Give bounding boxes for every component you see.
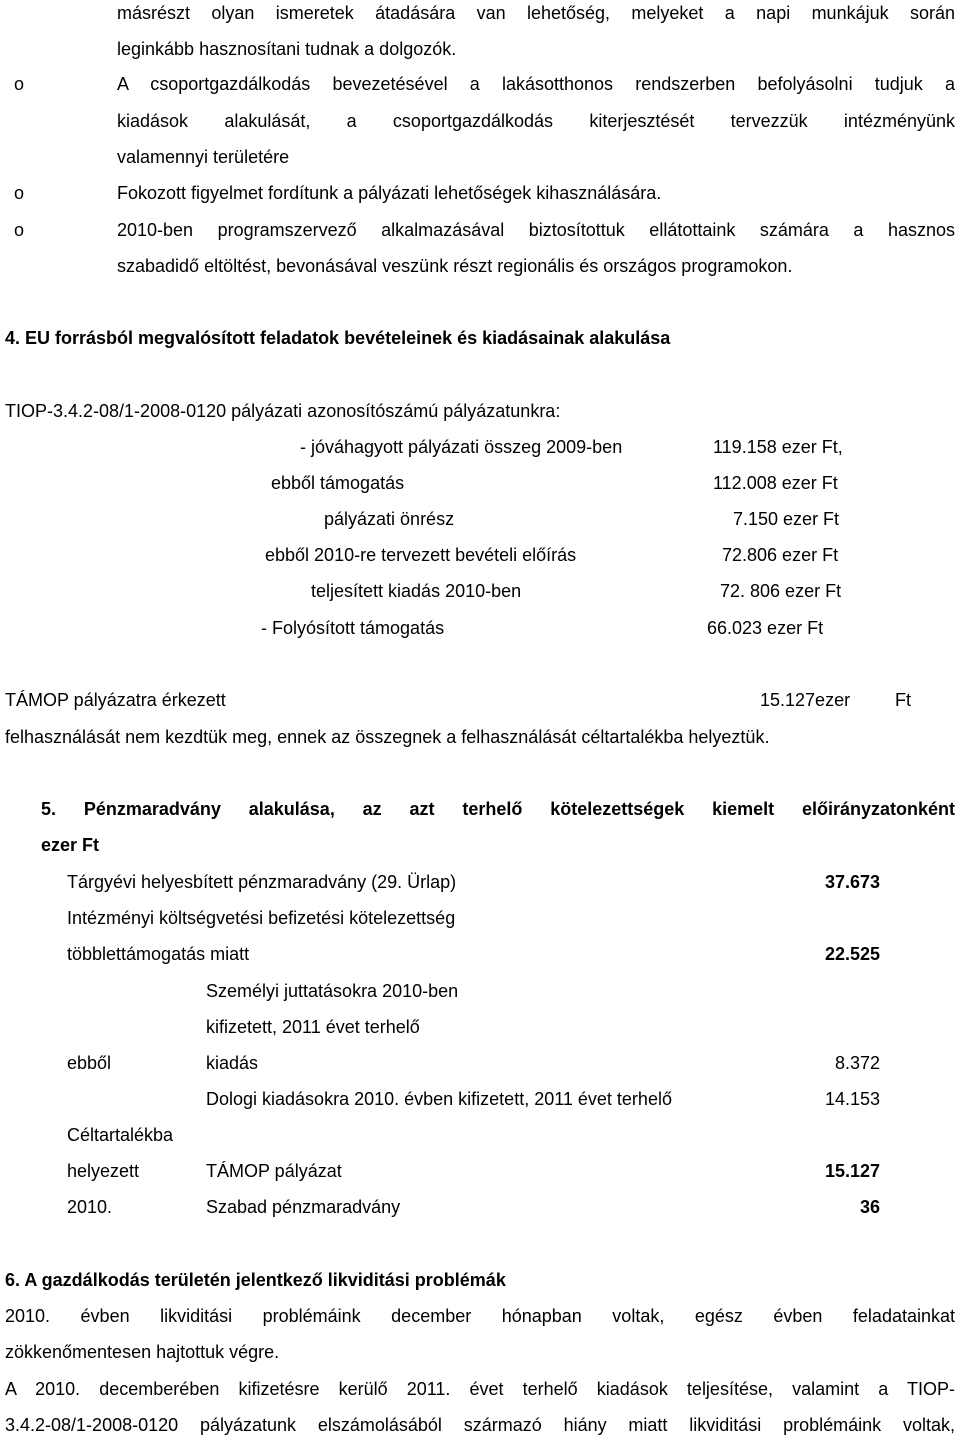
unit-label: ezer Ft bbox=[41, 835, 100, 855]
section-heading: 5. Pénzmaradvány alakulása, az azt terhelő kötelezettségek kiemelt előirányzatonként bbox=[41, 799, 955, 819]
grant-row-label: pályázati önrész bbox=[324, 509, 455, 529]
bullet-text-line: szabadidő eltöltést, bevonásával veszünk részt regionális és országos programokon. bbox=[117, 256, 793, 276]
residual-row-label: kiadás bbox=[206, 1053, 259, 1073]
residual-row-value: 22.525 bbox=[824, 944, 880, 964]
bullet-text-line: leginkább hasznosítani tudnak a dolgozók. bbox=[117, 39, 457, 59]
paragraph-line: 2010. évben likviditási problémáink december hónapban voltak, egész évben feladatainkat bbox=[5, 1306, 955, 1326]
residual-row-value: 37.673 bbox=[824, 872, 880, 892]
bullet-text-line: Fokozott figyelmet fordítunk a pályázati lehetőségek kihasználására. bbox=[117, 183, 662, 203]
paragraph-line: 3.4.2-08/1-2008-0120 pályázatunk elszámolásából származó hiány miatt likviditási problémáink voltak, bbox=[5, 1415, 955, 1435]
residual-row-value: 14.153 bbox=[824, 1089, 880, 1109]
tamop-unit: Ft bbox=[895, 690, 911, 710]
grant-row-value: 72. 806 ezer Ft bbox=[720, 581, 842, 601]
grant-row-label: ebből 2010-re tervezett bevételi előírás bbox=[265, 545, 577, 565]
residual-row-label: TÁMOP pályázat bbox=[206, 1161, 342, 1181]
paragraph-line: A 2010. decemberében kifizetésre kerülő 2011. évet terhelő kiadások teljesítése, valamint a TIOP- bbox=[5, 1379, 955, 1399]
residual-row-label: Tárgyévi helyesbített pénzmaradvány (29. Ürlap) bbox=[67, 872, 457, 892]
residual-row-label: Személyi juttatásokra 2010-ben bbox=[206, 981, 459, 1001]
bullet-text-line: valamennyi területére bbox=[117, 147, 290, 167]
bullet-text-line: másrészt olyan ismeretek átadására van lehetőség, melyeket a napi munkájuk során bbox=[117, 3, 955, 23]
residual-row-prefix: ebből bbox=[67, 1053, 112, 1073]
bullet-marker: o bbox=[14, 74, 25, 94]
residual-row-label: többlettámogatás miatt bbox=[67, 944, 250, 964]
residual-row-value: 36 bbox=[859, 1197, 880, 1217]
residual-row-label: Dologi kiadásokra 2010. évben kifizetett, 2011 évet terhelő bbox=[206, 1089, 672, 1109]
grant-row-label: - jóváhagyott pályázati összeg 2009-ben bbox=[300, 437, 623, 457]
section-heading: 4. EU forrásból megvalósított feladatok bevételeinek és kiadásainak alakulása bbox=[5, 328, 671, 348]
paragraph-line: zökkenőmentesen hajtottuk végre. bbox=[5, 1342, 280, 1362]
section-heading: 6. A gazdálkodás területén jelentkező likviditási problémák bbox=[5, 1270, 506, 1290]
grant-row-value: 72.806 ezer Ft bbox=[722, 545, 839, 565]
residual-row-prefix: 2010. bbox=[67, 1197, 113, 1217]
grant-row-label: teljesített kiadás 2010-ben bbox=[311, 581, 522, 601]
grant-row-value: 112.008 ezer Ft bbox=[713, 473, 838, 493]
residual-row-label: kifizetett, 2011 évet terhelő bbox=[206, 1017, 420, 1037]
tamop-label: TÁMOP pályázatra érkezett bbox=[5, 690, 226, 710]
residual-row-value: 15.127 bbox=[824, 1161, 880, 1181]
grant-row-value: 66.023 ezer Ft bbox=[707, 618, 824, 638]
grant-row-value: 7.150 ezer Ft bbox=[733, 509, 840, 529]
residual-row-prefix: helyezett bbox=[67, 1161, 140, 1181]
tamop-note: felhasználását nem kezdtük meg, ennek az összegnek a felhasználását céltartalékba helyeztük. bbox=[5, 727, 770, 747]
residual-row-value: 8.372 bbox=[834, 1053, 880, 1073]
residual-row-prefix: Céltartalékba bbox=[67, 1125, 174, 1145]
grant-row-label: ebből támogatás bbox=[271, 473, 405, 493]
tamop-value: 15.127ezer bbox=[760, 690, 851, 710]
bullet-text-line: 2010-ben programszervező alkalmazásával biztosítottuk ellátottaink számára a hasznos bbox=[117, 220, 955, 240]
grant-row-label: - Folyósított támogatás bbox=[261, 618, 445, 638]
bullet-text-line: A csoportgazdálkodás bevezetésével a lakásotthonos rendszerben befolyásolni tudjuk a bbox=[117, 74, 955, 94]
grant-row-value: 119.158 ezer Ft, bbox=[713, 437, 843, 457]
residual-row-label: Szabad pénzmaradvány bbox=[206, 1197, 401, 1217]
bullet-text-line: kiadások alakulását, a csoportgazdálkodás kiterjesztését tervezzük intézményünk bbox=[117, 111, 955, 131]
bullet-marker: o bbox=[14, 220, 25, 240]
bullet-marker: o bbox=[14, 183, 25, 203]
residual-row-label: Intézményi költségvetési befizetési kötelezettség bbox=[67, 908, 456, 928]
tiop-line: TIOP-3.4.2-08/1-2008-0120 pályázati azonosítószámú pályázatunkra: bbox=[5, 401, 561, 421]
